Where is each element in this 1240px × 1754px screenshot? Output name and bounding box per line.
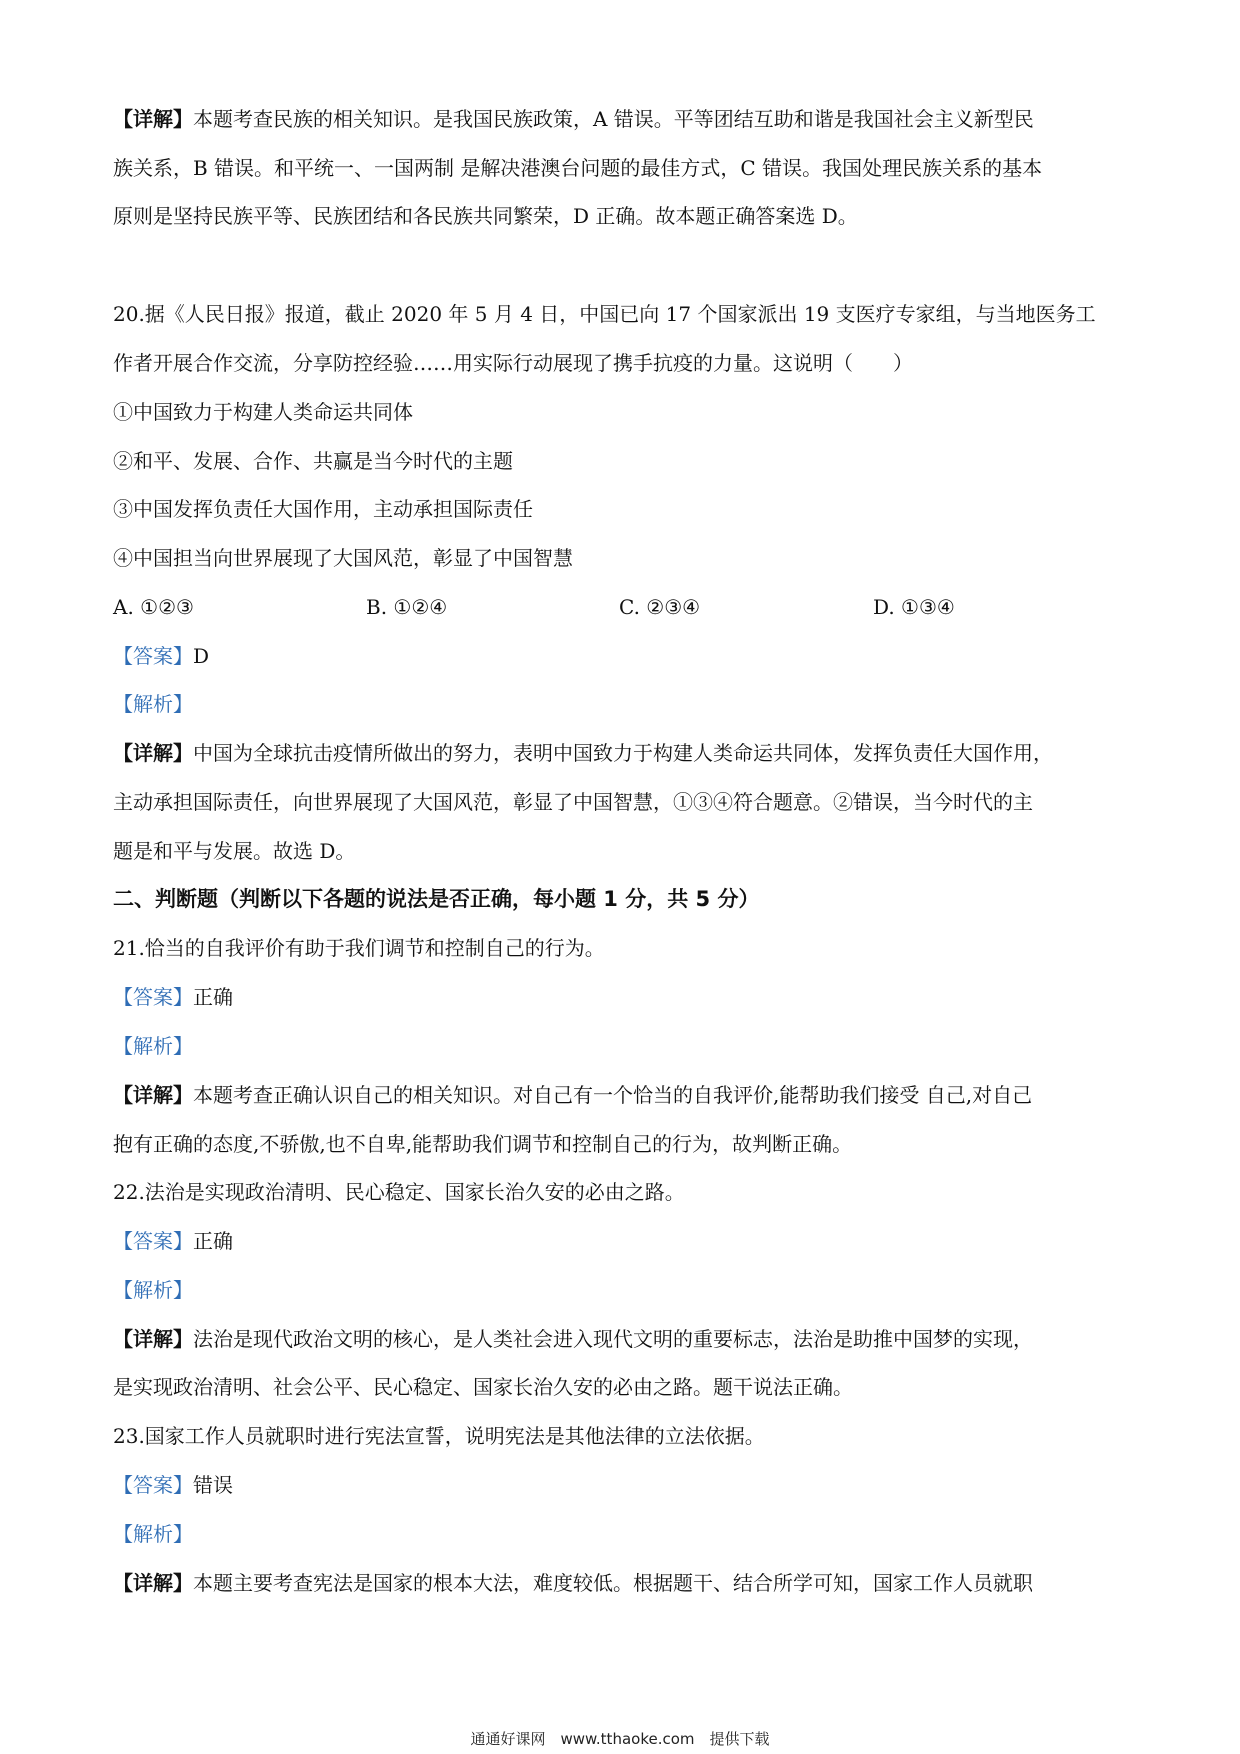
detail-tag: 【详解】 <box>113 1571 193 1595</box>
answer-tag: 【答案】 <box>113 1473 193 1497</box>
q20-detail-line-3: 题是和平与发展。故选 D。 <box>113 839 356 863</box>
answer-tag: 【答案】 <box>113 644 193 668</box>
q21-stem: 21.恰当的自我评价有助于我们调节和控制自己的行为。 <box>113 936 605 960</box>
q20-option-c: C. ②③④ <box>619 595 701 619</box>
q22-answer: 【答案】正确 <box>113 1229 233 1253</box>
page-footer: 通通好课网 www.tthaoke.com 提供下载 <box>470 1730 770 1748</box>
q23-stem: 23.国家工作人员就职时进行宪法宣誓，说明宪法是其他法律的立法依据。 <box>113 1424 765 1448</box>
q23-analysis-tag: 【解析】 <box>113 1522 193 1546</box>
q20-option-d: D. ①③④ <box>873 595 955 619</box>
answer-tag: 【答案】 <box>113 1229 193 1253</box>
q20-stem-line-1: 20.据《人民日报》报道，截止 2020 年 5 月 4 日，中国已向 17 个国家派出 19 支医疗专家组，与当地医务工 <box>113 302 1096 326</box>
q22-detail-line-1: 【详解】法治是现代政治文明的核心，是人类社会进入现代文明的重要标志，法治是助推中国梦的实现， <box>113 1327 1033 1351</box>
q20-statement-2: ②和平、发展、合作、共赢是当今时代的主题 <box>113 449 513 473</box>
section-heading: 二、判断题（判断以下各题的说法是否正确，每小题 1 分，共 5 分） <box>113 887 760 911</box>
detail-tag: 【详解】 <box>113 1083 193 1107</box>
q20-option-b: B. ①②④ <box>366 595 448 619</box>
detail-tag: 【详解】 <box>113 107 193 131</box>
q20-option-a: A. ①②③ <box>113 595 194 619</box>
q23-answer: 【答案】错误 <box>113 1473 233 1497</box>
q20-statement-4: ④中国担当向世界展现了大国风范，彰显了中国智慧 <box>113 546 573 570</box>
q21-analysis-tag: 【解析】 <box>113 1034 193 1058</box>
q22-stem: 22.法治是实现政治清明、民心稳定、国家长治久安的必由之路。 <box>113 1180 685 1204</box>
q19-detail-line-1: 【详解】本题考查民族的相关知识。是我国民族政策，A 错误。平等团结互助和谐是我国社会主义新型民 <box>113 107 1034 131</box>
q22-detail-line-2: 是实现政治清明、社会公平、民心稳定、国家长治久安的必由之路。题干说法正确。 <box>113 1375 853 1399</box>
q20-detail-line-1: 【详解】中国为全球抗击疫情所做出的努力，表明中国致力于构建人类命运共同体，发挥负责任大国作用， <box>113 741 1053 765</box>
q19-detail-line-3: 原则是坚持民族平等、民族团结和各民族共同繁荣，D 正确。故本题正确答案选 D。 <box>113 204 858 228</box>
q20-statement-1: ①中国致力于构建人类命运共同体 <box>113 400 413 424</box>
detail-tag: 【详解】 <box>113 741 193 765</box>
q21-detail-line-2: 抱有正确的态度,不骄傲,也不自卑,能帮助我们调节和控制自己的行为，故判断正确。 <box>113 1132 853 1156</box>
q20-detail-line-2: 主动承担国际责任，向世界展现了大国风范，彰显了中国智慧，①③④符合题意。②错误，当今时代的主 <box>113 790 1033 814</box>
detail-tag: 【详解】 <box>113 1327 193 1351</box>
q21-detail-line-1: 【详解】本题考查正确认识自己的相关知识。对自己有一个恰当的自我评价,能帮助我们接受 自己,对自己 <box>113 1083 1033 1107</box>
q20-answer: 【答案】D <box>113 644 210 668</box>
q23-detail-line-1: 【详解】本题主要考查宪法是国家的根本大法，难度较低。根据题干、结合所学可知，国家工作人员就职 <box>113 1571 1033 1595</box>
answer-tag: 【答案】 <box>113 985 193 1009</box>
q20-stem-line-2: 作者开展合作交流，分享防控经验……用实际行动展现了携手抗疫的力量。这说明（ ） <box>113 351 913 375</box>
q22-analysis-tag: 【解析】 <box>113 1278 193 1302</box>
q19-detail-line-2: 族关系，B 错误。和平统一、一国两制 是解决港澳台问题的最佳方式，C 错误。我国处理民族关系的基本 <box>113 156 1043 180</box>
q20-analysis-tag: 【解析】 <box>113 692 193 716</box>
q21-answer: 【答案】正确 <box>113 985 233 1009</box>
q20-statement-3: ③中国发挥负责任大国作用，主动承担国际责任 <box>113 497 533 521</box>
